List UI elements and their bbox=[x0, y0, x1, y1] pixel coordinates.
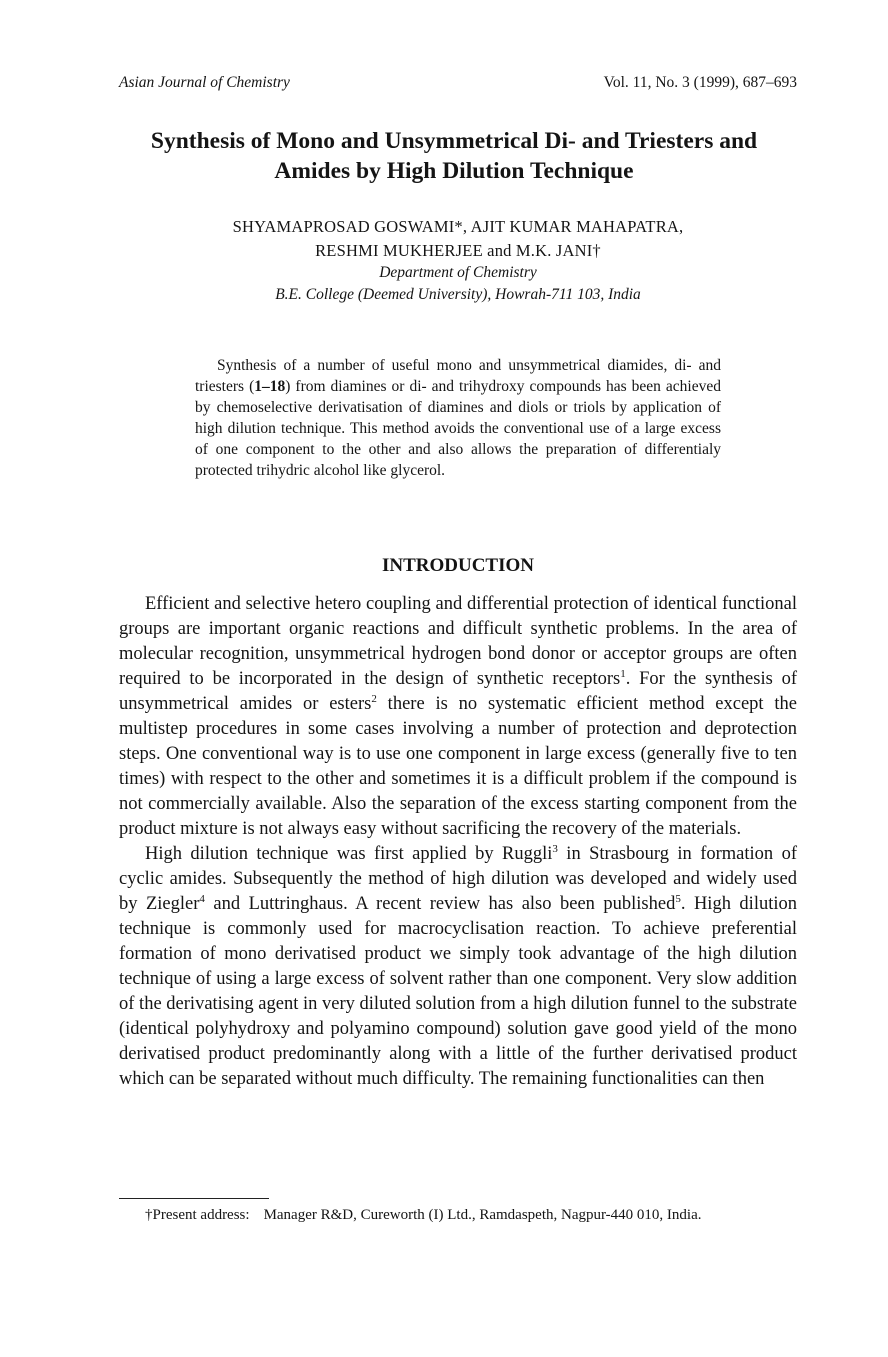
journal-name: Asian Journal of Chemistry bbox=[119, 74, 290, 91]
abstract bbox=[195, 355, 721, 481]
authors-line-2: RESHMI MUKHERJEE and M.K. JANI† bbox=[315, 241, 601, 260]
title-line-2: Amides by High Dilution Technique bbox=[274, 158, 634, 184]
abstract-text-2: ) from diamines or di- and trihydroxy compounds has been achieved by chemoselective derivatisation of diamines and diols or triols by application of high dilution technique. This method avoids the conventional use of a large excess of one component to the other and also allows the preparation of differentialy protected trihydric alcohol like glycerol. bbox=[195, 378, 721, 479]
body-text bbox=[119, 592, 797, 1092]
section-heading-introduction: INTRODUCTION bbox=[381, 555, 535, 576]
footnote bbox=[145, 1207, 797, 1224]
volume-info: Vol. 11, No. 3 (1999), 687–693 bbox=[603, 74, 797, 91]
running-header bbox=[119, 74, 797, 96]
paragraph-1 bbox=[119, 592, 797, 842]
footnote-divider bbox=[119, 1198, 269, 1199]
p1-text-2: . For the synthesis of unsymmetrical amides or esters bbox=[119, 669, 797, 714]
p2-text-3: and Luttringhaus. A recent review has also been published bbox=[204, 894, 676, 914]
citation-2: 2 bbox=[371, 693, 377, 705]
department: Department of Chemistry bbox=[379, 264, 537, 281]
affiliation bbox=[120, 262, 796, 306]
authors-line-1: SHYAMAPROSAD GOSWAMI*, AJIT KUMAR MAHAPATRA, bbox=[232, 217, 684, 236]
footnote-label: †Present address: bbox=[145, 1207, 250, 1223]
abstract-compounds: 1–18 bbox=[254, 378, 286, 395]
institution: B.E. College (Deemed University), Howrah-711 103, India bbox=[275, 286, 641, 303]
title-line-1: Synthesis of Mono and Unsymmetrical Di- and Triesters and bbox=[150, 128, 758, 154]
abstract-text-1: Synthesis of a number of useful mono and unsymmetrical diamides, di- and triesters ( bbox=[195, 357, 721, 395]
citation-1: 1 bbox=[620, 668, 626, 680]
p2-text-2: in Strasbourg in formation of cyclic amides. Subsequently the method of high dilution was developed and widely used by Ziegler bbox=[119, 844, 797, 914]
footnote-text: Manager R&D, Cureworth (I) Ltd., Ramdaspeth, Nagpur-440 010, India. bbox=[263, 1207, 702, 1223]
p2-text-1: High dilution technique was first applied by Ruggli bbox=[145, 844, 553, 864]
p2-text-4: . High dilution technique is commonly used for macrocyclisation reaction. To achieve preferential formation of mono derivatised product we simply took advantage of the high dilution technique of using a large excess of solvent rather than one component. Very slow addition of the derivatising agent in very diluted solution from a high dilution funnel to the substrate (identical polyhydroxy and polyamino compound) solution gave good yield of the mono derivatised product predominantly along with a little of the further derivatised product which can be separated without much difficulty. The remaining functionalities can then bbox=[119, 894, 797, 1089]
citation-4: 4 bbox=[199, 893, 205, 905]
p1-text-3: there is no systematic efficient method except the multistep procedures in some cases involving a number of protection and deprotection steps. One conventional way is to use one component in large excess (generally five to ten times) with respect to the other and sometimes it is a difficult problem if the compound is not commercially available. Also the separation of the excess starting component from the product mixture is not always easy without sacrificing the recovery of the materials. bbox=[119, 694, 797, 839]
paper-title bbox=[100, 126, 808, 186]
citation-5: 5 bbox=[675, 893, 681, 905]
author-list bbox=[120, 215, 796, 263]
paragraph-2 bbox=[119, 842, 797, 1092]
p1-text-1: Efficient and selective hetero coupling and differential protection of identical functional groups are important organic reactions and difficult synthetic problems. In the area of molecular recognition, unsymmetrical hydrogen bond donor or acceptor groups are often required to be incorporated in the design of synthetic receptors bbox=[119, 594, 797, 689]
citation-3: 3 bbox=[552, 843, 558, 855]
